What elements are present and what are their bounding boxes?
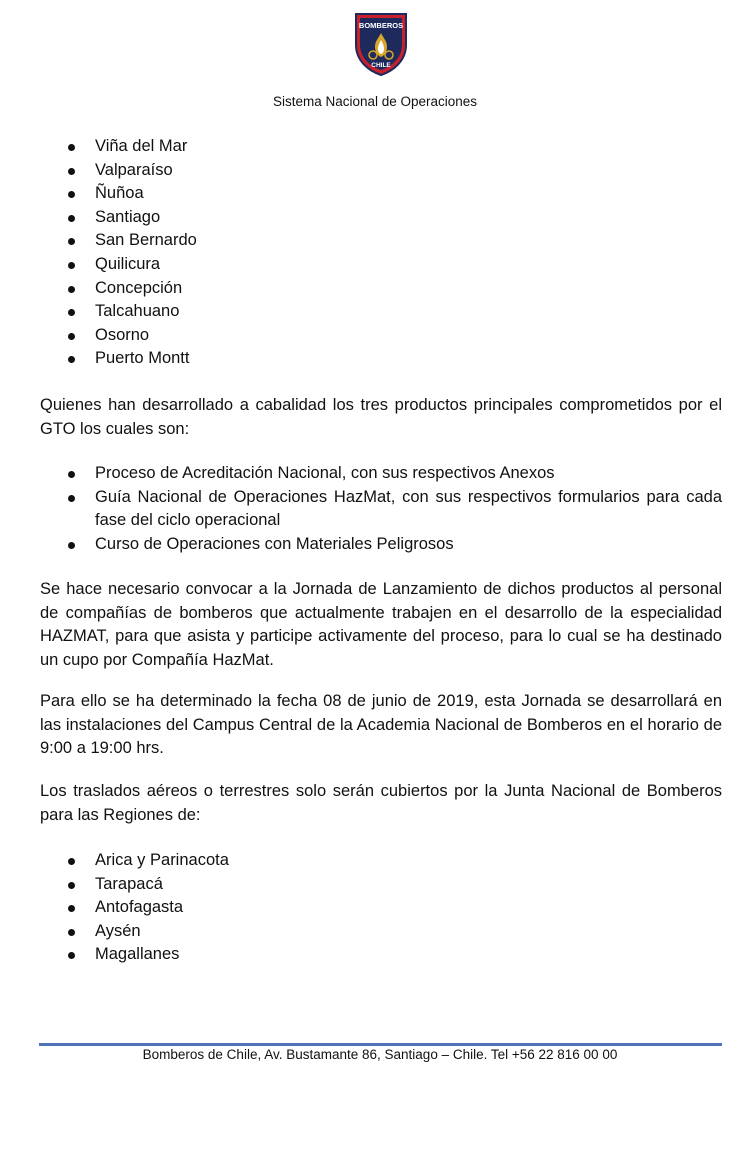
cities-list xyxy=(40,135,722,371)
list-item: Curso de Operaciones con Materiales Peligrosos xyxy=(40,533,722,557)
list-item: Proceso de Acreditación Nacional, con sus respectivos Anexos xyxy=(40,462,722,486)
paragraph-traslados: Los traslados aéreos o terrestres solo serán cubiertos por la Junta Nacional de Bomberos para las Regiones de: xyxy=(40,782,722,824)
list-item: Guía Nacional de Operaciones HazMat, con sus respectivos formularios para cada fase del ciclo operacional xyxy=(40,486,722,533)
header-title: Sistema Nacional de Operaciones xyxy=(272,94,478,109)
regions-list xyxy=(40,849,722,967)
list-item: Santiago xyxy=(40,206,722,230)
bomberos-chile-logo xyxy=(351,11,411,77)
products-list xyxy=(40,462,722,556)
list-item: Antofagasta xyxy=(40,896,722,920)
list-item: Valparaíso xyxy=(40,159,722,183)
list-item: Aysén xyxy=(40,920,722,944)
list-item: Puerto Montt xyxy=(40,347,722,371)
paragraph-fecha: Para ello se ha determinado la fecha 08 de junio de 2019, esta Jornada se desarrollará en las instalaciones del Campus Central de la Academia Nacional de Bomberos en el horario de 9:00 a 19:00 hrs. xyxy=(40,692,722,758)
list-item: Magallanes xyxy=(40,943,722,967)
list-item: Viña del Mar xyxy=(40,135,722,159)
list-item: Arica y Parinacota xyxy=(40,849,722,873)
list-item: Concepción xyxy=(40,277,722,301)
list-item: San Bernardo xyxy=(40,229,722,253)
list-item: Osorno xyxy=(40,324,722,348)
logo-text-bottom: CHILE xyxy=(371,62,391,69)
logo-text-top: BOMBEROS xyxy=(358,21,404,30)
paragraph-products-intro: Quienes han desarrollado a cabalidad los tres productos principales comprometidos por el GTO los cuales son: xyxy=(40,396,722,438)
footer-address: Bomberos de Chile, Av. Bustamante 86, Santiago – Chile. Tel +56 22 816 00 00 xyxy=(142,1047,618,1062)
list-item: Quilicura xyxy=(40,253,722,277)
cities-section xyxy=(40,135,722,371)
paragraph-convocatoria: Se hace necesario convocar a la Jornada de Lanzamiento de dichos productos al personal de compañías de bomberos que actualmente trabajen en el desarrollo de la especialidad HAZMAT, para que asista y participe activamente del proceso, para lo cual se ha destinado un cupo por Compañía HazMat. xyxy=(40,580,722,669)
list-item: Ñuñoa xyxy=(40,182,722,206)
list-item: Tarapacá xyxy=(40,873,722,897)
list-item: Talcahuano xyxy=(40,300,722,324)
